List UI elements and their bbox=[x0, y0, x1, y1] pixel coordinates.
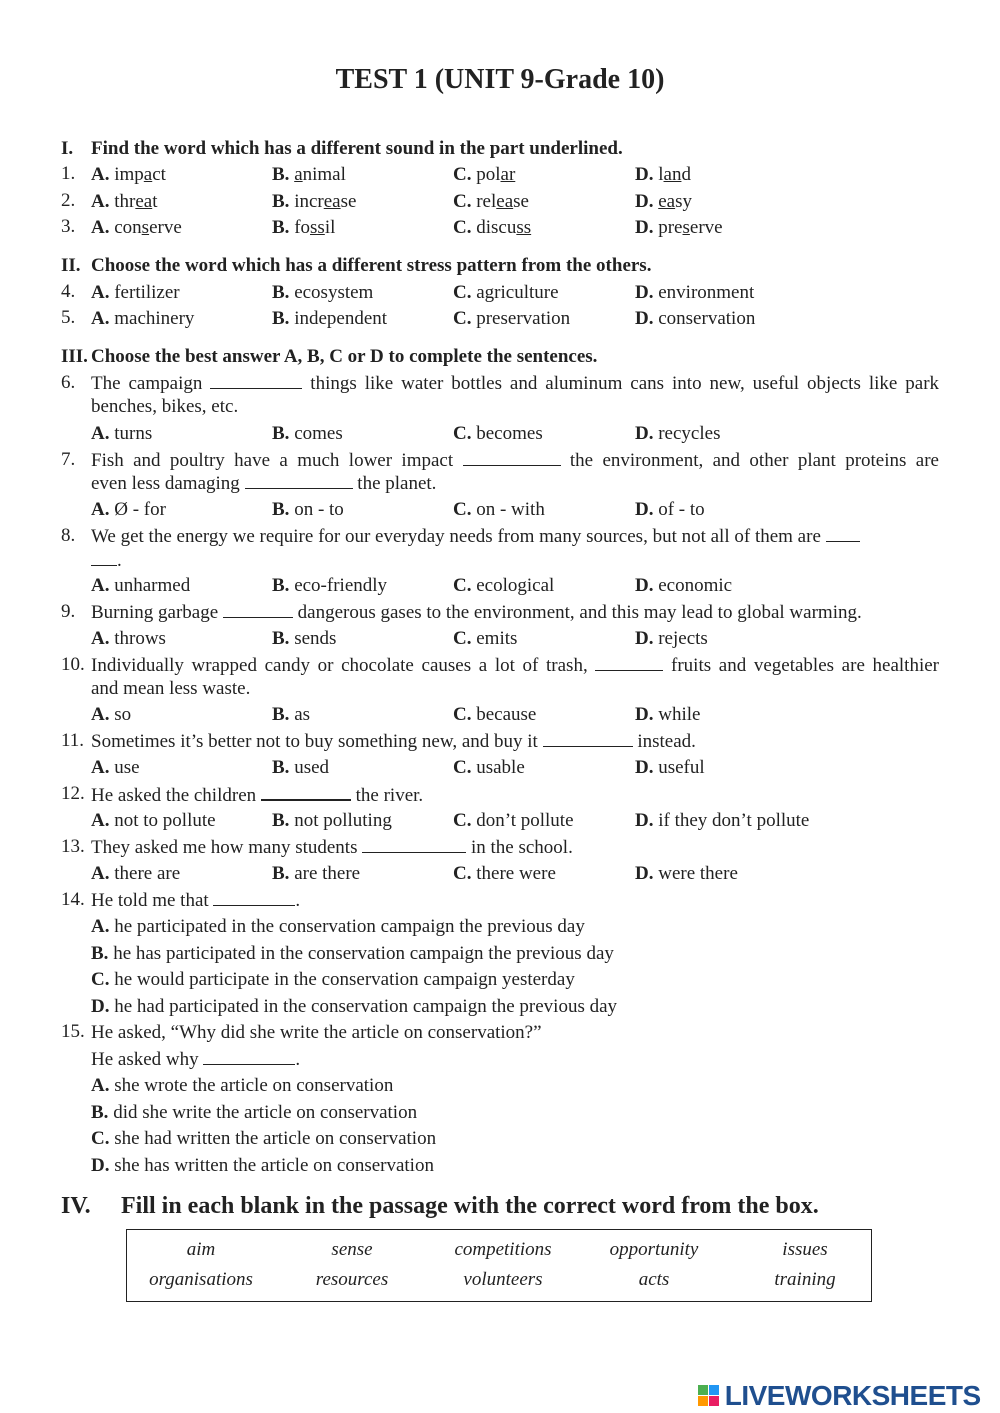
answer-option[interactable] bbox=[272, 281, 373, 305]
option-text: as bbox=[294, 704, 311, 725]
option-text: usable bbox=[476, 757, 525, 778]
question-text: He told me that . bbox=[91, 890, 301, 911]
option-letter: A. bbox=[91, 282, 110, 303]
option-text: machinery bbox=[114, 308, 195, 329]
option-text: thr bbox=[114, 191, 136, 212]
option-letter: A. bbox=[91, 628, 110, 649]
word-box-item: aim bbox=[186, 1239, 216, 1260]
option-text: d bbox=[681, 164, 691, 185]
underlined-part: a bbox=[143, 164, 153, 185]
option-letter: C. bbox=[91, 1128, 110, 1149]
option-letter: D. bbox=[635, 217, 654, 238]
answer-option[interactable] bbox=[91, 574, 190, 598]
word-box-item: resources bbox=[315, 1269, 389, 1290]
liveworksheets-logo bbox=[698, 1380, 981, 1412]
answer-option[interactable] bbox=[272, 422, 343, 446]
page-title: TEST 1 (UNIT 9-Grade 10) bbox=[335, 64, 665, 95]
option-letter: A. bbox=[91, 164, 110, 185]
answer-option[interactable] bbox=[453, 422, 543, 446]
option-letter: D. bbox=[635, 704, 654, 725]
question-text: Fish and poultry have a much lower impact the environment, and other plant proteins are bbox=[91, 450, 939, 471]
option-text: con bbox=[114, 217, 142, 238]
answer-blank[interactable] bbox=[463, 449, 561, 466]
question-number: 10. bbox=[61, 654, 85, 675]
option-text: useful bbox=[658, 757, 705, 778]
underlined-part: ss bbox=[310, 217, 325, 238]
question-text: Sometimes it’s better not to buy something new, and buy it instead. bbox=[91, 731, 696, 752]
question-number: 7. bbox=[61, 449, 76, 470]
option-letter: B. bbox=[272, 423, 290, 444]
answer-option[interactable] bbox=[272, 163, 346, 187]
option-letter: D. bbox=[635, 191, 654, 212]
option-text: he would participate in the conservation campaign yesterday bbox=[114, 969, 575, 990]
answer-blank[interactable] bbox=[543, 730, 633, 747]
answer-option[interactable] bbox=[91, 1127, 436, 1151]
answer-option[interactable] bbox=[91, 703, 131, 727]
option-text: pre bbox=[658, 217, 683, 238]
answer-option[interactable] bbox=[91, 1101, 417, 1125]
answer-option[interactable] bbox=[91, 915, 585, 939]
answer-option[interactable] bbox=[91, 942, 614, 966]
option-text: on - with bbox=[476, 499, 545, 520]
answer-blank[interactable] bbox=[826, 525, 860, 542]
answer-option[interactable] bbox=[272, 574, 387, 598]
option-letter: A. bbox=[91, 499, 110, 520]
option-letter: B. bbox=[272, 757, 290, 778]
answer-blank[interactable] bbox=[245, 472, 353, 489]
option-letter: C. bbox=[91, 969, 110, 990]
option-letter: A. bbox=[91, 704, 110, 725]
section-numeral: IV. bbox=[61, 1193, 91, 1219]
option-text: she wrote the article on conservation bbox=[114, 1075, 394, 1096]
option-letter: B. bbox=[272, 810, 290, 831]
option-letter: D. bbox=[635, 628, 654, 649]
option-text: erve bbox=[149, 217, 182, 238]
question-number: 8. bbox=[61, 525, 76, 546]
option-letter: C. bbox=[453, 191, 472, 212]
underlined-part: ea bbox=[135, 191, 153, 212]
answer-option[interactable] bbox=[453, 498, 545, 522]
section-instruction: Fill in each blank in the passage with the correct word from the box. bbox=[121, 1193, 819, 1219]
answer-option[interactable] bbox=[91, 422, 152, 446]
section-numeral: I. bbox=[61, 138, 74, 159]
question-number: 14. bbox=[61, 889, 85, 910]
option-text: t bbox=[152, 191, 158, 212]
underlined-part: ea bbox=[496, 191, 514, 212]
section-4-heading bbox=[61, 1193, 819, 1220]
option-text: are there bbox=[294, 863, 361, 884]
option-letter: A. bbox=[91, 217, 110, 238]
section-numeral: II. bbox=[61, 255, 81, 276]
underlined-part: s bbox=[141, 217, 150, 238]
answer-option[interactable] bbox=[453, 190, 529, 214]
option-text: he has participated in the conservation campaign the previous day bbox=[113, 942, 614, 964]
option-text: fertilizer bbox=[114, 282, 180, 303]
option-text: use bbox=[114, 757, 140, 778]
option-text: he participated in the conservation campaign the previous day bbox=[114, 916, 585, 937]
question-number: 4. bbox=[61, 281, 76, 302]
word-box-item: opportunity bbox=[609, 1239, 699, 1260]
option-text: erve bbox=[689, 217, 723, 238]
option-letter: A. bbox=[91, 863, 110, 884]
option-text: she had written the article on conservation bbox=[114, 1128, 437, 1149]
answer-option[interactable] bbox=[91, 809, 216, 833]
answer-option[interactable] bbox=[91, 1074, 393, 1098]
answer-option[interactable] bbox=[91, 627, 166, 651]
option-text: incr bbox=[294, 191, 324, 212]
option-letter: B. bbox=[272, 217, 290, 238]
word-box-item: acts bbox=[638, 1269, 670, 1290]
underlined-part: an bbox=[663, 164, 682, 185]
answer-option[interactable] bbox=[453, 281, 559, 305]
option-letter: B. bbox=[91, 1101, 109, 1123]
question-text: The campaign things like water bottles and aluminum cans into new, useful objects like park bbox=[91, 373, 940, 394]
answer-option[interactable] bbox=[272, 809, 392, 833]
question-number: 13. bbox=[61, 836, 85, 857]
question-number: 15. bbox=[61, 1021, 85, 1042]
option-letter: B. bbox=[272, 164, 290, 185]
answer-option[interactable] bbox=[453, 574, 554, 598]
word-box-item: sense bbox=[331, 1239, 373, 1260]
option-text: not polluting bbox=[294, 810, 392, 831]
answer-option[interactable] bbox=[91, 862, 180, 886]
question-text: He asked, “Why did she write the article on conservation?” bbox=[91, 1022, 542, 1043]
question-text-cont: benches, bikes, etc. bbox=[91, 396, 239, 417]
option-text: so bbox=[114, 704, 132, 725]
option-letter: D. bbox=[91, 1154, 110, 1176]
option-letter: D. bbox=[635, 308, 654, 329]
option-letter: C. bbox=[453, 499, 472, 520]
answer-option[interactable] bbox=[272, 216, 335, 240]
option-letter: A. bbox=[91, 575, 110, 596]
option-text: because bbox=[476, 704, 537, 725]
answer-option[interactable] bbox=[272, 756, 329, 780]
question-text-cont: . bbox=[91, 549, 122, 573]
answer-option[interactable] bbox=[635, 281, 754, 305]
question-number: 5. bbox=[61, 307, 76, 328]
section-instruction: Find the word which has a different sound in the part underlined. bbox=[91, 138, 623, 159]
question-text-cont: even less damaging the planet. bbox=[91, 473, 437, 494]
answer-blank[interactable] bbox=[213, 889, 295, 906]
option-letter: B. bbox=[272, 282, 290, 303]
underlined-part: ea bbox=[658, 191, 676, 212]
answer-blank[interactable] bbox=[595, 654, 663, 671]
answer-option[interactable] bbox=[453, 703, 536, 727]
answer-option[interactable] bbox=[272, 627, 336, 651]
answer-option[interactable] bbox=[91, 216, 182, 240]
answer-option[interactable] bbox=[635, 422, 720, 446]
option-letter: B. bbox=[272, 499, 290, 520]
answer-blank[interactable] bbox=[362, 836, 466, 853]
option-letter: B. bbox=[272, 704, 290, 725]
answer-option[interactable] bbox=[635, 190, 692, 214]
option-letter: A. bbox=[91, 916, 110, 937]
option-letter: B. bbox=[272, 308, 290, 329]
word-box-item: volunteers bbox=[463, 1269, 543, 1290]
answer-option[interactable] bbox=[453, 756, 525, 780]
answer-option[interactable] bbox=[91, 498, 166, 522]
section-3-heading bbox=[61, 345, 597, 369]
option-text: agriculture bbox=[476, 282, 559, 303]
option-letter: A. bbox=[91, 191, 110, 212]
answer-option[interactable] bbox=[635, 498, 705, 522]
question-number: 3. bbox=[61, 216, 76, 237]
question-text: Individually wrapped candy or chocolate causes a lot of trash, fruits and vegetables are healthier bbox=[91, 655, 939, 676]
option-text: eco-friendly bbox=[294, 575, 388, 596]
option-letter: C. bbox=[453, 164, 472, 185]
word-box-item: organisations bbox=[149, 1269, 253, 1290]
option-letter: B. bbox=[91, 942, 109, 964]
option-text: she has written the article on conservation bbox=[114, 1154, 434, 1176]
question-number: 6. bbox=[61, 372, 76, 393]
logo-brand-text: LIVEWORKSHEETS bbox=[724, 1380, 981, 1411]
option-text: comes bbox=[294, 423, 343, 444]
option-letter: B. bbox=[272, 575, 290, 596]
option-letter: C. bbox=[453, 810, 472, 831]
option-text: ecological bbox=[476, 575, 555, 596]
option-text: imp bbox=[114, 164, 144, 185]
option-text: il bbox=[324, 217, 336, 238]
answer-option[interactable] bbox=[635, 163, 691, 187]
answer-option[interactable] bbox=[272, 703, 310, 727]
option-letter: C. bbox=[453, 217, 472, 238]
question-number: 11. bbox=[61, 730, 85, 751]
answer-blank[interactable] bbox=[261, 783, 351, 801]
option-text: there are bbox=[114, 863, 181, 884]
answer-option[interactable] bbox=[91, 1154, 434, 1178]
option-text: unharmed bbox=[114, 575, 191, 596]
answer-option[interactable] bbox=[635, 216, 723, 240]
option-text: l bbox=[658, 164, 664, 185]
option-text: sends bbox=[294, 628, 337, 649]
option-letter: B. bbox=[272, 191, 290, 212]
option-text: ecosystem bbox=[294, 282, 374, 303]
answer-option[interactable] bbox=[453, 627, 517, 651]
answer-option[interactable] bbox=[91, 163, 166, 187]
option-text: while bbox=[658, 704, 701, 725]
option-letter: C. bbox=[453, 308, 472, 329]
option-letter: D. bbox=[635, 575, 654, 596]
section-instruction: Choose the word which has a different stress pattern from the others. bbox=[91, 255, 652, 276]
option-letter: A. bbox=[91, 810, 110, 831]
word-box-item: training bbox=[774, 1269, 836, 1290]
underlined-part: ea bbox=[323, 191, 341, 212]
option-text: if they don’t pollute bbox=[658, 810, 810, 831]
question-text: We get the energy we require for our everyday needs from many sources, but not all of them are bbox=[91, 525, 860, 549]
section-2-heading bbox=[61, 254, 651, 278]
option-letter: B. bbox=[272, 628, 290, 649]
answer-option[interactable] bbox=[635, 574, 732, 598]
section-instruction: Choose the best answer A, B, C or D to complete the sentences. bbox=[91, 346, 598, 367]
answer-option[interactable] bbox=[91, 756, 140, 780]
option-text: not to pollute bbox=[114, 810, 216, 831]
question-text-cont: He asked why . bbox=[91, 1049, 301, 1070]
section-numeral: III. bbox=[61, 346, 88, 367]
option-letter: D. bbox=[635, 282, 654, 303]
answer-option[interactable] bbox=[453, 862, 556, 886]
option-text: were there bbox=[658, 863, 738, 884]
option-letter: C. bbox=[453, 704, 472, 725]
option-text: turns bbox=[114, 423, 153, 444]
answer-option[interactable] bbox=[635, 703, 700, 727]
option-letter: C. bbox=[453, 575, 472, 596]
answer-option[interactable] bbox=[272, 190, 356, 214]
option-text: se bbox=[340, 191, 357, 212]
option-letter: A. bbox=[91, 757, 110, 778]
option-text: recycles bbox=[658, 423, 721, 444]
logo-grid-icon bbox=[698, 1385, 720, 1407]
option-text: rejects bbox=[658, 628, 708, 649]
option-text: ct bbox=[152, 164, 166, 185]
answer-option[interactable] bbox=[635, 756, 705, 780]
word-box-item: competitions bbox=[454, 1239, 552, 1260]
option-letter: B. bbox=[272, 863, 290, 884]
option-text: throws bbox=[114, 628, 166, 649]
option-letter: C. bbox=[453, 423, 472, 444]
option-text: fo bbox=[294, 217, 311, 238]
option-letter: D. bbox=[635, 499, 654, 520]
option-letter: C. bbox=[453, 757, 472, 778]
option-letter: D. bbox=[91, 995, 110, 1017]
answer-option[interactable] bbox=[635, 627, 708, 651]
word-box-item: issues bbox=[782, 1239, 828, 1260]
option-text: independent bbox=[294, 308, 388, 329]
option-text: used bbox=[294, 757, 330, 778]
option-text: did she write the article on conservation bbox=[113, 1101, 418, 1123]
option-letter: D. bbox=[635, 863, 654, 884]
option-text: Ø - for bbox=[114, 499, 166, 520]
underlined-part: ar bbox=[500, 164, 516, 185]
option-text: nimal bbox=[302, 164, 346, 185]
option-text: discu bbox=[476, 217, 517, 238]
option-letter: A. bbox=[91, 1075, 110, 1096]
answer-option[interactable] bbox=[91, 190, 158, 214]
option-text: emits bbox=[476, 628, 518, 649]
answer-blank[interactable] bbox=[210, 372, 302, 389]
underlined-part: a bbox=[294, 164, 303, 185]
section-1-heading bbox=[61, 137, 623, 161]
option-letter: D. bbox=[635, 757, 654, 778]
answer-option[interactable] bbox=[91, 307, 194, 331]
option-text: of - to bbox=[658, 499, 705, 520]
underlined-part: ss bbox=[516, 217, 532, 238]
option-text: conservation bbox=[658, 308, 756, 329]
option-letter: A. bbox=[91, 308, 110, 329]
option-text: pol bbox=[476, 164, 501, 185]
answer-blank[interactable] bbox=[223, 601, 293, 618]
answer-option[interactable] bbox=[635, 862, 738, 886]
option-letter: D. bbox=[635, 164, 654, 185]
option-text: se bbox=[513, 191, 529, 212]
answer-option[interactable] bbox=[635, 809, 809, 833]
underlined-part: s bbox=[682, 217, 690, 238]
option-text: sy bbox=[675, 191, 693, 212]
option-letter: C. bbox=[453, 282, 472, 303]
question-text: He asked the children the river. bbox=[91, 785, 424, 806]
option-text: economic bbox=[658, 575, 733, 596]
answer-option[interactable] bbox=[272, 307, 387, 331]
option-text: becomes bbox=[476, 423, 543, 444]
option-letter: C. bbox=[453, 863, 472, 884]
question-text: They asked me how many students in the school. bbox=[91, 837, 573, 858]
question-text: Burning garbage dangerous gases to the environment, and this may lead to global warming. bbox=[91, 602, 862, 623]
answer-option[interactable] bbox=[453, 307, 570, 331]
answer-option[interactable] bbox=[91, 968, 575, 992]
answer-option[interactable] bbox=[91, 995, 617, 1019]
answer-option[interactable] bbox=[91, 281, 180, 305]
question-number: 12. bbox=[61, 783, 85, 804]
option-letter: D. bbox=[635, 423, 654, 444]
option-text: preservation bbox=[476, 308, 571, 329]
option-text: environment bbox=[658, 282, 755, 303]
question-number: 9. bbox=[61, 601, 76, 622]
question-text-cont: and mean less waste. bbox=[91, 678, 251, 699]
option-letter: A. bbox=[91, 423, 110, 444]
option-text: he had participated in the conservation campaign the previous day bbox=[114, 995, 618, 1017]
answer-option[interactable] bbox=[272, 862, 360, 886]
answer-option[interactable] bbox=[453, 809, 574, 833]
answer-option[interactable] bbox=[453, 216, 531, 240]
question-number: 2. bbox=[61, 190, 76, 211]
option-text: don’t pollute bbox=[476, 810, 574, 831]
option-text: on - to bbox=[294, 499, 344, 520]
option-letter: D. bbox=[635, 810, 654, 831]
question-number: 1. bbox=[61, 163, 76, 184]
answer-option[interactable] bbox=[453, 163, 515, 187]
answer-option[interactable] bbox=[272, 498, 344, 522]
option-text: rel bbox=[476, 191, 497, 212]
answer-blank[interactable] bbox=[203, 1048, 295, 1065]
answer-option[interactable] bbox=[635, 307, 755, 331]
option-text: there were bbox=[476, 863, 556, 884]
option-letter: C. bbox=[453, 628, 472, 649]
answer-blank[interactable] bbox=[91, 549, 117, 566]
word-box bbox=[126, 1229, 872, 1302]
